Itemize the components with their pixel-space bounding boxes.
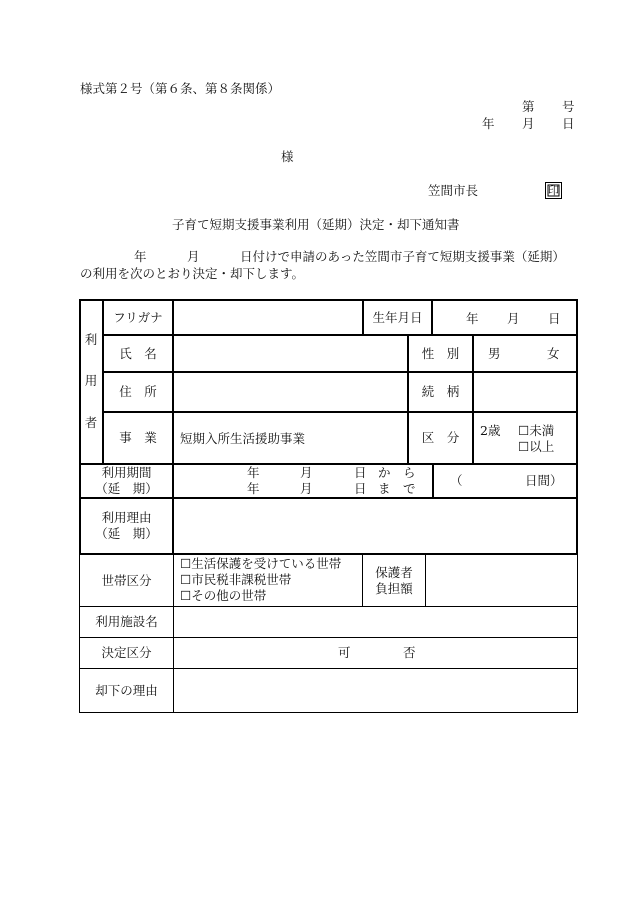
days-close: 日間） (525, 473, 563, 488)
guardian-burden-field[interactable] (427, 556, 576, 605)
rejection-label: 却下の理由 (95, 682, 158, 698)
issue-month: 月 (522, 116, 535, 131)
user-group-label: 利 用 者 (84, 331, 98, 430)
household-option: ☐市民税非課税世帯 (180, 572, 292, 587)
period-label: 利用期間 （延 期） (95, 465, 158, 496)
decision-approve: 可 (338, 645, 351, 660)
household-option: ☐生活保護を受けている世帯 (180, 556, 342, 571)
sex-label: 性 別 (421, 345, 460, 361)
address-label: 住 所 (119, 384, 157, 400)
issue-year: 年 (482, 116, 495, 131)
age-over-checkbox: ☐以上 (518, 439, 555, 454)
birthdate-day: 日 (548, 311, 561, 326)
addressee-suffix: 様 (281, 149, 294, 164)
facility-label: 利用施設名 (95, 614, 158, 630)
decision-deny: 否 (403, 645, 416, 660)
household-option: ☐その他の世帯 (180, 588, 267, 603)
seal-mark: 印 (545, 182, 562, 199)
birthdate-month: 月 (507, 311, 520, 326)
age-value: 2歳 (480, 423, 501, 438)
intro-line2: の利用を次のとおり決定・却下します。 (80, 266, 305, 281)
document-title: 子育て短期支援事業利用（延期）決定・却下通知書 (172, 217, 460, 232)
name-label: 氏 名 (119, 345, 157, 361)
address-field[interactable] (175, 374, 406, 410)
birthdate-label: 生年月日 (372, 310, 423, 326)
furigana-label: フリガナ (113, 310, 163, 326)
household-label: 世帯区分 (101, 572, 152, 588)
household-options (180, 556, 341, 604)
name-field[interactable] (175, 337, 406, 370)
form-id: 様式第２号（第６条、第８条関係） (80, 81, 281, 96)
service-value: 短期入所生活援助事業 (180, 431, 306, 446)
birthdate-field[interactable] (434, 302, 575, 334)
guardian-burden-label: 保護者 負担額 (375, 564, 413, 596)
birthdate-year: 年 (466, 311, 479, 326)
rejection-reason-field[interactable] (175, 670, 576, 711)
facility-field[interactable] (175, 608, 576, 636)
age-under-checkbox: ☐未満 (518, 423, 555, 438)
number-suffix: 号 (562, 99, 575, 114)
sex-male: 男 (488, 346, 501, 361)
service-label: 事 業 (119, 430, 157, 446)
relation-label: 続 柄 (421, 384, 460, 400)
number-prefix: 第 (522, 99, 535, 114)
intro-year: 年 (134, 249, 147, 264)
decision-label: 決定区分 (101, 645, 152, 661)
days-open: （ (450, 473, 463, 488)
reason-label: 利用理由 （延 期） (95, 510, 158, 541)
furigana-field[interactable] (175, 302, 361, 334)
sex-female: 女 (547, 346, 560, 361)
intro-month: 月 (187, 249, 200, 264)
category-label: 区 分 (421, 430, 460, 446)
intro-line1: 日付けで申請のあった笠間市子育て短期支援事業（延期） (240, 249, 565, 264)
issuer-name: 笠間市長 (428, 183, 479, 198)
issue-day: 日 (562, 116, 575, 131)
relation-field[interactable] (475, 374, 575, 410)
reason-field[interactable] (175, 500, 575, 552)
